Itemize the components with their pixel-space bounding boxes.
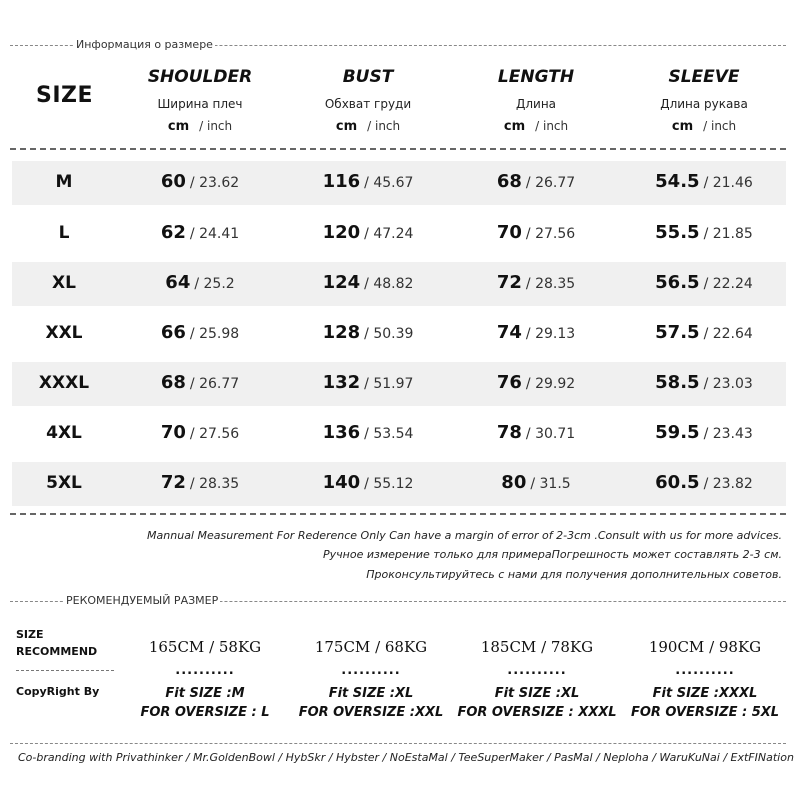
bust-cell bbox=[278, 272, 458, 293]
table-row bbox=[12, 362, 786, 406]
height-weight: 190CM / 98KG bbox=[648, 638, 762, 656]
sleeve-title: SLEEVE bbox=[668, 67, 740, 87]
value-inch: / 25.98 bbox=[189, 326, 240, 342]
fit-size: Fit SIZE :XXXL bbox=[652, 686, 758, 701]
footer-divider bbox=[10, 743, 786, 744]
length-cell bbox=[446, 422, 626, 443]
value-cm: 58.5 bbox=[655, 372, 700, 393]
table-bottom-divider bbox=[10, 513, 786, 515]
shoulder-title: SHOULDER bbox=[147, 67, 253, 87]
value-cm: 64 bbox=[165, 272, 191, 293]
oversize: FOR OVERSIZE :XXL bbox=[298, 705, 444, 720]
value-inch: / 23.62 bbox=[189, 175, 240, 191]
bust-unit bbox=[278, 117, 458, 136]
unit-inch: / inch bbox=[367, 119, 401, 133]
value-inch: / 28.35 bbox=[525, 276, 576, 292]
size-label-line2: RECOMMEND bbox=[16, 645, 98, 658]
value-inch: / 25.2 bbox=[194, 276, 235, 292]
unit-cm: cm bbox=[671, 119, 694, 134]
height-weight: 165CM / 58KG bbox=[148, 638, 262, 656]
sleeve-cell bbox=[614, 372, 794, 393]
value-cm: 62 bbox=[160, 222, 186, 243]
shoulder-cell bbox=[110, 472, 290, 493]
value-cm: 60 bbox=[160, 171, 186, 192]
header-shoulder bbox=[110, 66, 290, 136]
value-cm: 66 bbox=[160, 322, 186, 343]
sleeve-cell bbox=[614, 422, 794, 443]
value-inch: / 23.03 bbox=[703, 376, 753, 392]
oversize: FOR OVERSIZE : 5XL bbox=[630, 705, 780, 720]
bust-cell bbox=[278, 322, 458, 343]
fit-size: Fit SIZE :XL bbox=[494, 686, 580, 701]
recommend-item bbox=[620, 637, 790, 723]
copyright-label: CopyRight By bbox=[16, 685, 100, 698]
bust-cell bbox=[278, 222, 458, 243]
bust-subtitle: Обхват груди bbox=[324, 97, 412, 111]
length-cell bbox=[446, 171, 626, 192]
value-cm: 72 bbox=[496, 272, 522, 293]
value-cm: 68 bbox=[160, 372, 186, 393]
dots-separator: .......... bbox=[341, 663, 401, 678]
shoulder-cell bbox=[110, 322, 290, 343]
value-cm: 116 bbox=[322, 171, 361, 192]
size-recommend-label bbox=[16, 626, 97, 660]
length-title: LENGTH bbox=[497, 67, 575, 87]
value-inch: / 30.71 bbox=[525, 426, 576, 442]
value-cm: 132 bbox=[322, 372, 361, 393]
value-cm: 128 bbox=[322, 322, 361, 343]
value-cm: 70 bbox=[160, 422, 186, 443]
length-cell bbox=[446, 222, 626, 243]
value-inch: / 31.5 bbox=[530, 476, 571, 492]
table-row bbox=[12, 262, 786, 306]
value-cm: 120 bbox=[322, 222, 361, 243]
sleeve-cell bbox=[614, 472, 794, 493]
recommend-item bbox=[120, 637, 290, 723]
bust-cell bbox=[278, 422, 458, 443]
value-inch: / 27.56 bbox=[525, 226, 576, 242]
value-cm: 56.5 bbox=[655, 272, 700, 293]
sleeve-cell bbox=[614, 272, 794, 293]
shoulder-cell bbox=[110, 272, 290, 293]
table-row bbox=[12, 212, 786, 256]
unit-cm: cm bbox=[167, 119, 190, 134]
value-inch: / 45.67 bbox=[364, 175, 414, 191]
value-cm: 72 bbox=[160, 472, 186, 493]
table-row bbox=[12, 462, 786, 506]
recommend-section-label: РЕКОМЕНДУЕМЫЙ РАЗМЕР bbox=[66, 594, 219, 607]
table-row bbox=[12, 312, 786, 356]
value-inch: / 51.97 bbox=[364, 376, 414, 392]
value-inch: / 29.92 bbox=[525, 376, 576, 392]
sleeve-cell bbox=[614, 222, 794, 243]
sleeve-cell bbox=[614, 322, 794, 343]
oversize: FOR OVERSIZE : L bbox=[140, 705, 270, 720]
value-inch: / 48.82 bbox=[364, 276, 414, 292]
value-inch: / 28.35 bbox=[189, 476, 240, 492]
sleeve-unit bbox=[614, 117, 794, 136]
value-cm: 136 bbox=[322, 422, 361, 443]
value-inch: / 21.85 bbox=[703, 226, 753, 242]
dots-separator: .......... bbox=[675, 663, 735, 678]
dots-separator: .......... bbox=[175, 663, 235, 678]
unit-inch: / inch bbox=[535, 119, 569, 133]
value-inch: / 27.56 bbox=[189, 426, 240, 442]
length-cell bbox=[446, 272, 626, 293]
note-russian-1: Ручное измерение только для примераПогрешность может составлять 2-3 см. bbox=[323, 548, 782, 561]
bust-cell bbox=[278, 372, 458, 393]
shoulder-unit bbox=[110, 117, 290, 136]
shoulder-cell bbox=[110, 222, 290, 243]
size-header: SIZE bbox=[36, 83, 94, 108]
shoulder-subtitle: Ширина плеч bbox=[157, 97, 243, 111]
value-cm: 57.5 bbox=[655, 322, 700, 343]
shoulder-cell bbox=[110, 372, 290, 393]
value-inch: / 53.54 bbox=[364, 426, 414, 442]
recommend-item bbox=[452, 637, 622, 723]
size-cell: XL bbox=[52, 273, 76, 293]
header-length bbox=[446, 66, 626, 136]
unit-inch: / inch bbox=[199, 119, 233, 133]
value-cm: 59.5 bbox=[655, 422, 700, 443]
length-cell bbox=[446, 322, 626, 343]
size-cell: M bbox=[55, 172, 73, 192]
size-cell: XXL bbox=[45, 323, 83, 343]
size-cell: 5XL bbox=[46, 473, 82, 493]
label-divider bbox=[16, 670, 114, 671]
table-row bbox=[12, 161, 786, 205]
value-cm: 78 bbox=[496, 422, 522, 443]
value-cm: 55.5 bbox=[655, 222, 700, 243]
header-divider bbox=[10, 148, 786, 150]
value-inch: / 26.77 bbox=[189, 376, 240, 392]
value-cm: 76 bbox=[496, 372, 522, 393]
dots-separator: .......... bbox=[507, 663, 567, 678]
oversize: FOR OVERSIZE : XXXL bbox=[457, 705, 617, 720]
length-subtitle: Длина bbox=[515, 97, 557, 111]
bust-cell bbox=[278, 472, 458, 493]
value-inch: / 29.13 bbox=[525, 326, 576, 342]
value-inch: / 22.24 bbox=[703, 276, 753, 292]
size-label-line1: SIZE bbox=[16, 628, 44, 641]
value-cm: 60.5 bbox=[655, 472, 700, 493]
note-english: Mannual Measurement For Rederence Only Can have a margin of error of 2-3cm .Consult with us for more advices. bbox=[147, 529, 782, 542]
length-cell bbox=[446, 472, 626, 493]
sleeve-subtitle: Длина рукава bbox=[660, 97, 748, 111]
fit-size: Fit SIZE :M bbox=[165, 686, 245, 701]
shoulder-cell bbox=[110, 422, 290, 443]
fit-size: Fit SIZE :XL bbox=[328, 686, 414, 701]
header-bust bbox=[278, 66, 458, 136]
value-cm: 70 bbox=[496, 222, 522, 243]
value-inch: / 21.46 bbox=[703, 175, 753, 191]
bust-title: BUST bbox=[342, 67, 394, 87]
value-inch: / 22.64 bbox=[703, 326, 753, 342]
shoulder-cell bbox=[110, 171, 290, 192]
unit-inch: / inch bbox=[703, 119, 737, 133]
header-sleeve bbox=[614, 66, 794, 136]
value-cm: 140 bbox=[322, 472, 361, 493]
height-weight: 175CM / 68KG bbox=[314, 638, 428, 656]
size-cell: L bbox=[58, 223, 70, 243]
size-cell: 4XL bbox=[46, 423, 82, 443]
value-inch: / 50.39 bbox=[364, 326, 414, 342]
value-inch: / 26.77 bbox=[525, 175, 576, 191]
value-cm: 74 bbox=[496, 322, 522, 343]
value-inch: / 23.43 bbox=[703, 426, 753, 442]
length-unit bbox=[446, 117, 626, 136]
size-cell: XXXL bbox=[38, 373, 90, 393]
height-weight: 185CM / 78KG bbox=[480, 638, 594, 656]
bust-cell bbox=[278, 171, 458, 192]
info-section-label: Информация о размере bbox=[76, 38, 213, 51]
value-inch: / 55.12 bbox=[364, 476, 414, 492]
value-cm: 80 bbox=[501, 472, 527, 493]
value-inch: / 47.24 bbox=[364, 226, 414, 242]
note-russian-2: Проконсультируйтесь с нами для получения дополнительных советов. bbox=[366, 568, 782, 581]
unit-cm: cm bbox=[335, 119, 358, 134]
table-row bbox=[12, 412, 786, 456]
value-inch: / 23.82 bbox=[703, 476, 753, 492]
length-cell bbox=[446, 372, 626, 393]
sleeve-cell bbox=[614, 171, 794, 192]
value-cm: 124 bbox=[322, 272, 361, 293]
recommend-item bbox=[286, 637, 456, 723]
unit-cm: cm bbox=[503, 119, 526, 134]
value-cm: 54.5 bbox=[655, 171, 700, 192]
value-cm: 68 bbox=[496, 171, 522, 192]
cobranding-text: Co-branding with Privathinker / Mr.GoldenBowl / HybSkr / Hybster / NoEstaMal / TeeSuperMaker / PasMal / Neploha / WaruKuNai / ExtFINation bbox=[18, 751, 794, 764]
value-inch: / 24.41 bbox=[189, 226, 240, 242]
